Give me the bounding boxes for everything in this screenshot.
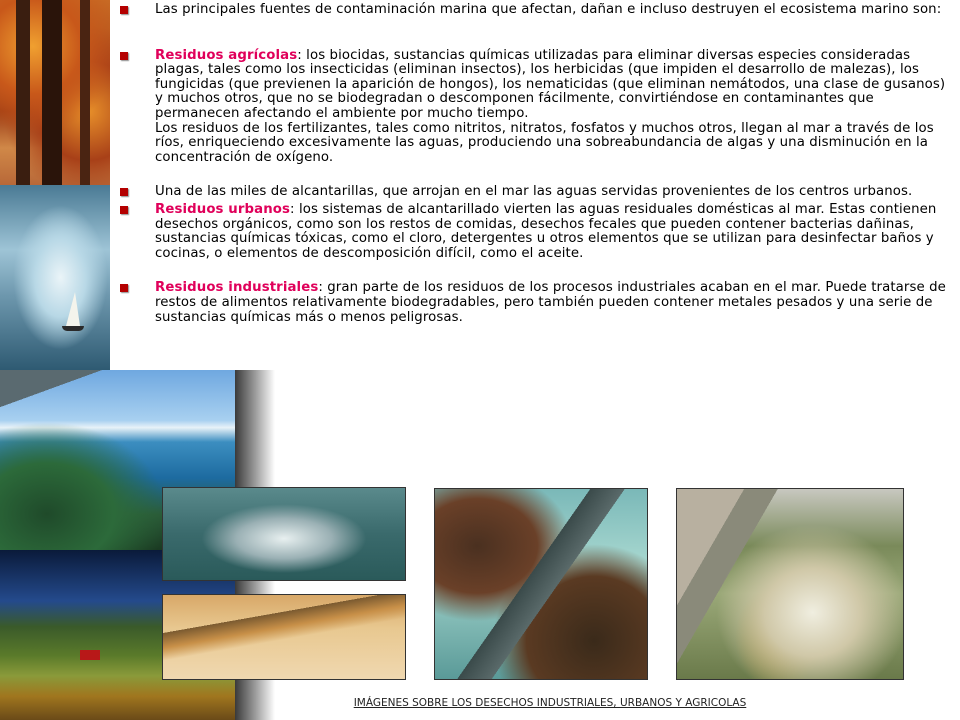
sailboat-icon <box>66 292 80 326</box>
bullet-square-icon <box>120 52 128 60</box>
bullet-intro <box>118 3 952 18</box>
bullet-square-icon <box>120 206 128 214</box>
industrial-discharge-photo <box>676 488 904 680</box>
bullet-sewer <box>118 185 952 200</box>
crop-duster-photo-2 <box>162 594 406 680</box>
left-photo-strip <box>0 0 110 370</box>
agricultural-text: : los biocidas, sustancias químicas utilizadas para eliminar diversas especies consideradas plagas, tales como los insecticidas (eliminan insectos), los herbicidas (que impiden el desarrollo de malezas), los fungicidas (que previenen la aparición de hongos), los nematicidas (que eliminan nemátodos, una clase de gusanos) y muchos otros, que no se biodegradan o descomponen fácilmente, convirtiéndose en contaminantes que permanecen afectando el ambiente por mucho tiempo. <box>155 47 946 121</box>
intro-text: Las principales fuentes de contaminación marina que afectan, dañan e incluso destruyen el ecosistema marino son: <box>155 2 942 17</box>
sewer-pipe-photo <box>434 488 648 680</box>
images-caption: IMÁGENES SOBRE LOS DESECHOS INDUSTRIALES, URBANOS Y AGRICOLAS <box>353 697 747 709</box>
main-text <box>118 3 952 325</box>
bullet-square-icon <box>120 284 128 292</box>
bullet-square-icon <box>120 6 128 14</box>
agricultural-keyword: Residuos agrícolas <box>155 47 298 63</box>
urban-text: : los sistemas de alcantarillado vierten las aguas residuales domésticas al mar. Estas contienen desechos orgánicos, como son los restos de comidas, desechos fecales que pueden contener bacterias dañinas, sustancias químicas tóxicas, como el cloro, detergentes u otros elementos que se utilizan para desinfectar baños y cocinas, o elementos de descomposición difícil, como el aceite. <box>155 201 937 261</box>
bullet-agricultural <box>118 49 952 166</box>
bullet-industrial <box>118 281 952 325</box>
autumn-forest-photo <box>0 0 110 185</box>
urban-keyword: Residuos urbanos <box>155 201 291 217</box>
crop-duster-photo-1 <box>162 487 406 581</box>
sewer-text: Una de las miles de alcantarillas, que arrojan en el mar las aguas servidas provenientes de los centros urbanos. <box>155 184 913 200</box>
fertilizer-text: Los residuos de los fertilizantes, tales como nitritos, nitratos, fosfatos y muchos otros, llegan al mar a través de los ríos, enriqueciendo excesivamente las aguas, produciendo una sobreabundancia de algas y una disminución en la concentración de oxígeno. <box>155 120 934 165</box>
bullet-urban <box>118 203 952 261</box>
industrial-text: : gran parte de los residuos de los procesos industriales acaban en el mar. Puede tratarse de restos de alimentos relativamente biodegradables, pero también pueden contener metales pesados y una serie de sustancias químicas más o menos peligrosas. <box>155 280 946 325</box>
boat-hull <box>62 326 84 331</box>
industrial-keyword: Residuos industriales <box>155 280 319 296</box>
barn-shape <box>80 650 100 660</box>
bullet-square-icon <box>120 188 128 196</box>
glacier-sailboat-photo <box>0 185 110 370</box>
